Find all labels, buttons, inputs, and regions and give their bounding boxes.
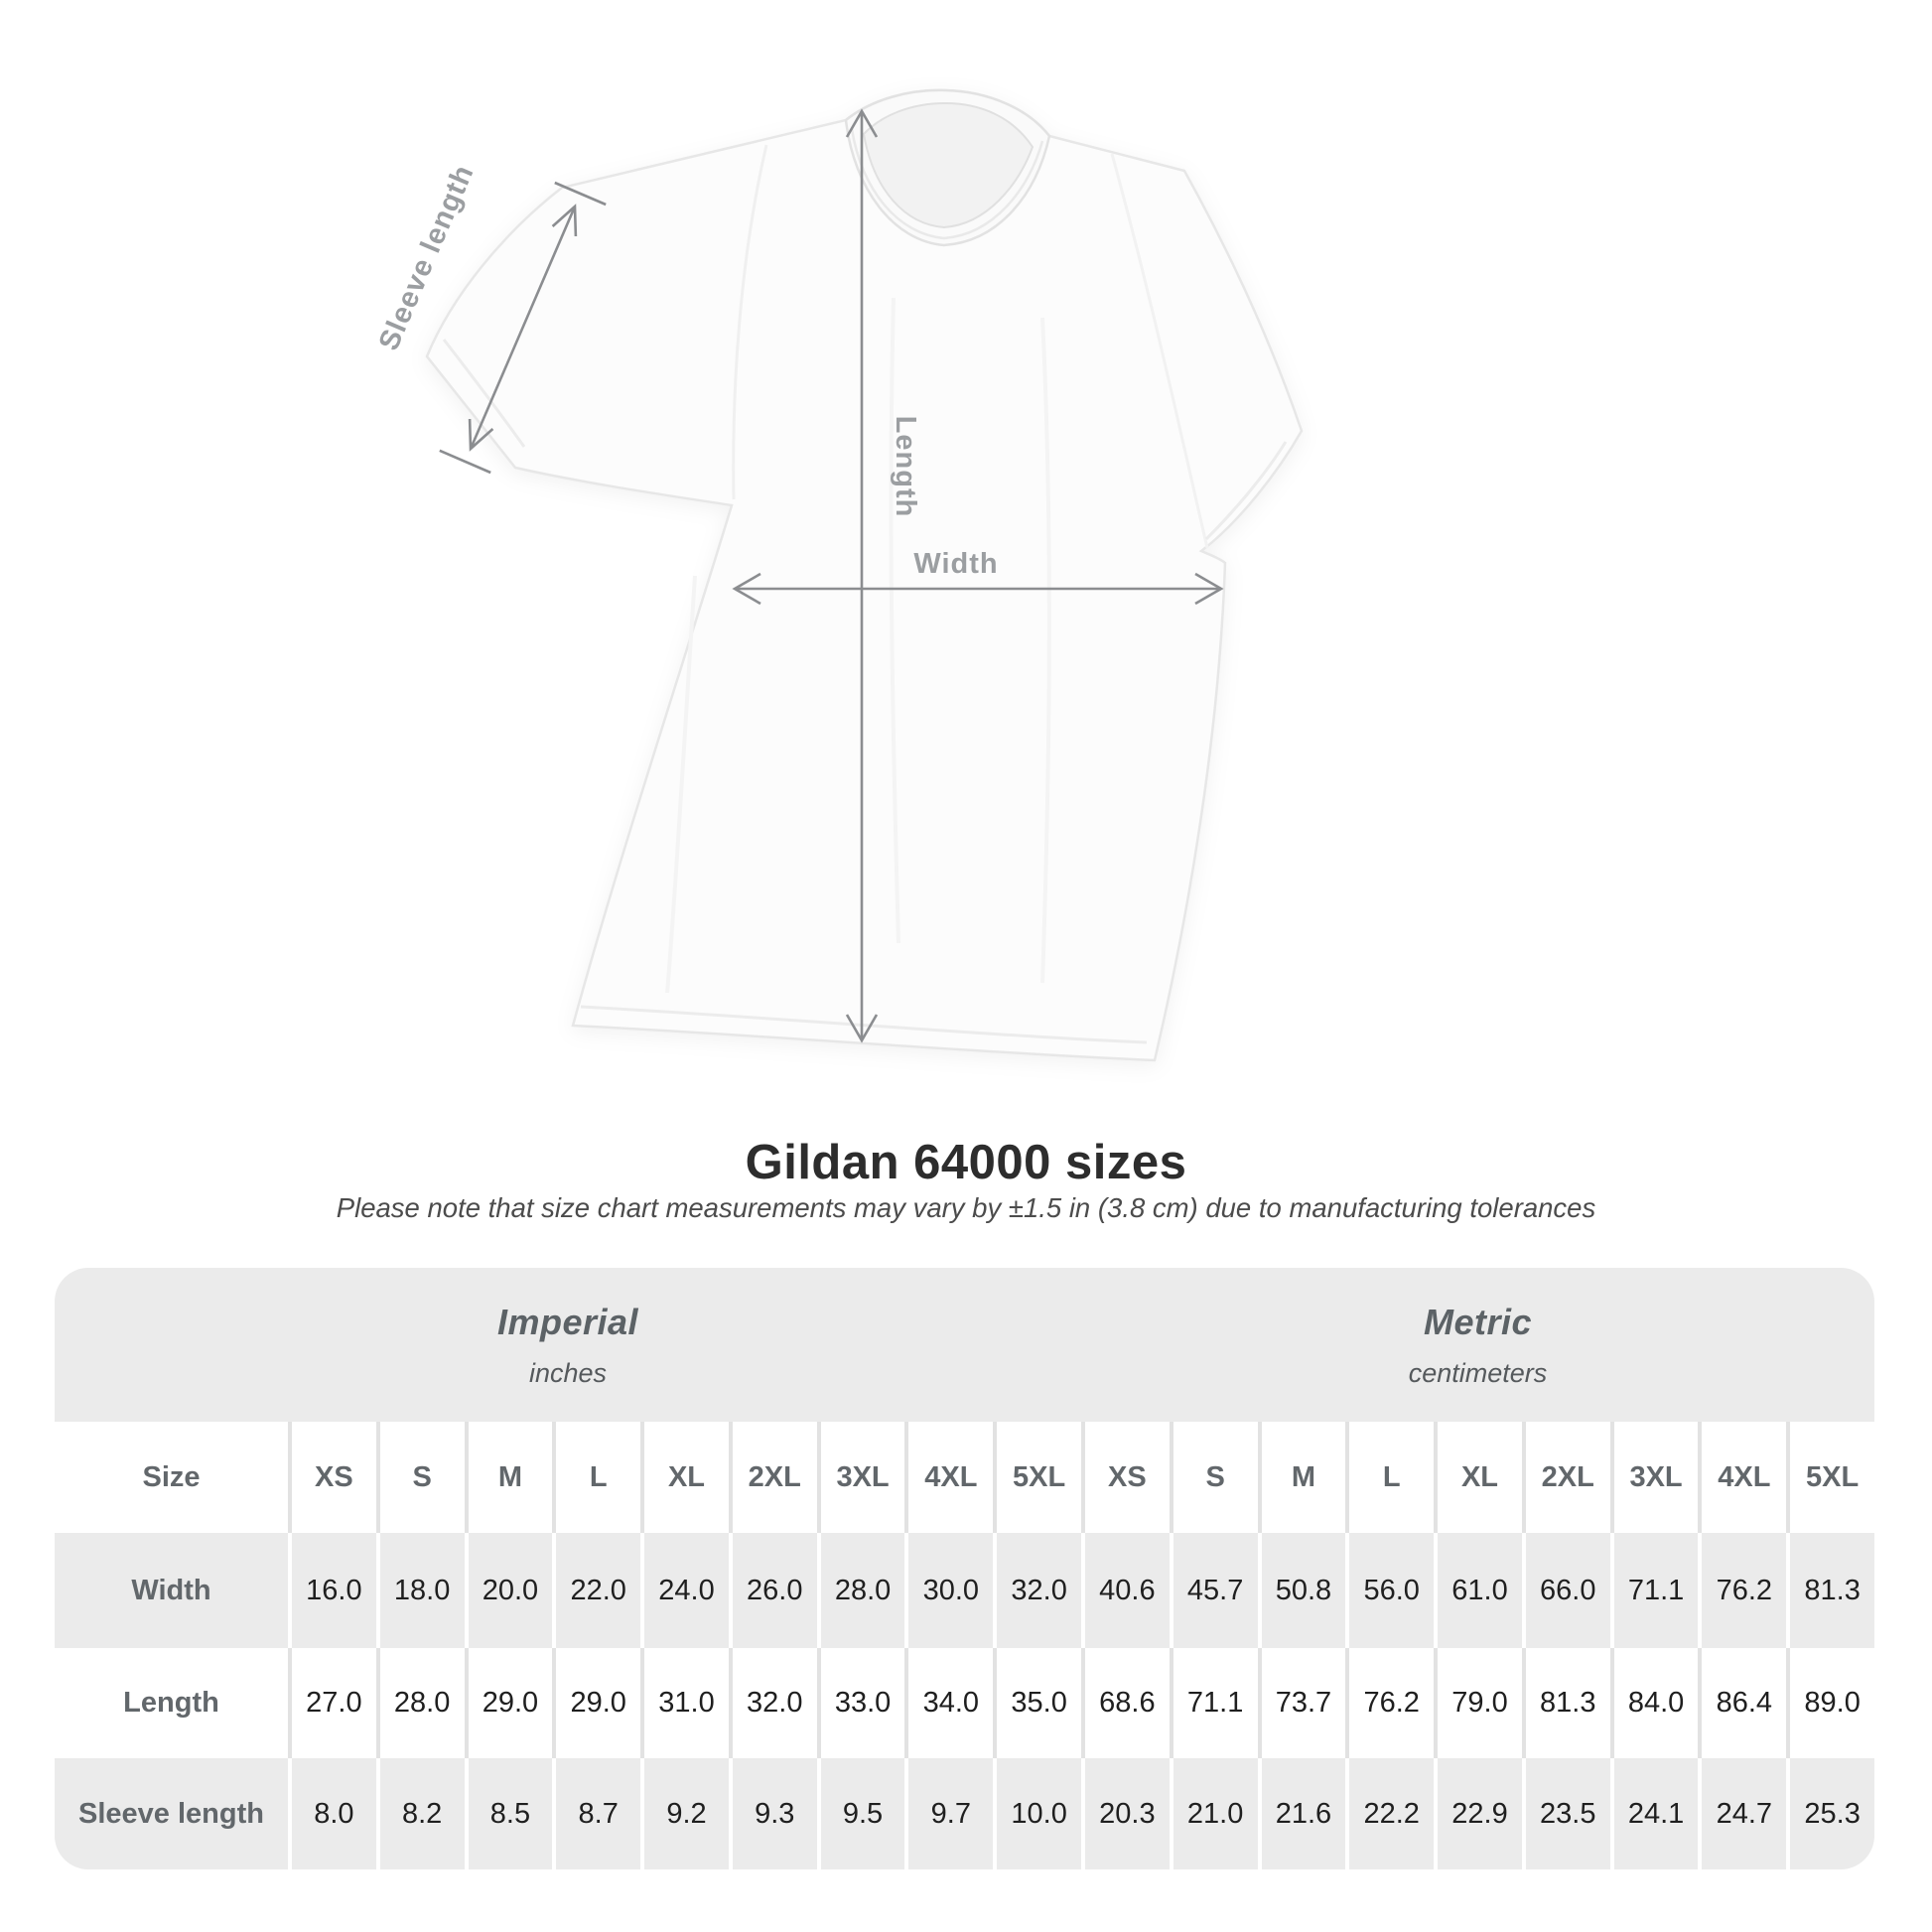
page-title: Gildan 64000 sizes [745, 1136, 1187, 1189]
value-cell: 50.8 [1258, 1533, 1346, 1648]
value-cell: 26.0 [729, 1533, 817, 1648]
value-cell: 8.2 [376, 1758, 465, 1869]
size-col-header: M [1258, 1422, 1346, 1533]
value-cell: 76.2 [1345, 1648, 1434, 1758]
value-cell: 9.2 [640, 1758, 729, 1869]
size-col-header: L [1345, 1422, 1434, 1533]
size-table [55, 1268, 1874, 1869]
sleeve-length-label: Sleeve length [372, 160, 481, 355]
value-cell: 9.7 [904, 1758, 993, 1869]
value-cell: 45.7 [1170, 1533, 1258, 1648]
value-cell: 81.3 [1786, 1533, 1874, 1648]
size-col-header: S [1170, 1422, 1258, 1533]
size-col-header: XS [1081, 1422, 1170, 1533]
value-cell: 8.0 [288, 1758, 376, 1869]
value-cell: 27.0 [288, 1648, 376, 1758]
value-cell: 32.0 [729, 1648, 817, 1758]
value-cell: 8.7 [552, 1758, 640, 1869]
value-cell: 8.5 [465, 1758, 553, 1869]
imperial-units: inches [528, 1357, 608, 1388]
imperial-label: Imperial [496, 1301, 639, 1342]
value-cell: 32.0 [993, 1533, 1081, 1648]
value-cell: 25.3 [1786, 1758, 1874, 1869]
value-cell: 73.7 [1258, 1648, 1346, 1758]
imperial-group-header [55, 1268, 1081, 1422]
value-cell: 33.0 [817, 1648, 905, 1758]
size-col-header: 5XL [993, 1422, 1081, 1533]
width-label: Width [913, 548, 999, 580]
value-cell: 28.0 [376, 1648, 465, 1758]
size-col-header: 2XL [1522, 1422, 1610, 1533]
size-col-header: XL [640, 1422, 729, 1533]
value-cell: 10.0 [993, 1758, 1081, 1869]
value-cell: 9.3 [729, 1758, 817, 1869]
value-cell: 56.0 [1345, 1533, 1434, 1648]
value-cell: 9.5 [817, 1758, 905, 1869]
value-cell: 21.6 [1258, 1758, 1346, 1869]
size-col-header: XL [1434, 1422, 1522, 1533]
value-cell: 21.0 [1170, 1758, 1258, 1869]
value-cell: 68.6 [1081, 1648, 1170, 1758]
size-col-header: M [465, 1422, 553, 1533]
value-cell: 84.0 [1610, 1648, 1699, 1758]
row-header-size: Size [55, 1422, 288, 1533]
value-cell: 29.0 [465, 1648, 553, 1758]
value-cell: 31.0 [640, 1648, 729, 1758]
size-col-header: 2XL [729, 1422, 817, 1533]
row-label: Length [55, 1648, 288, 1758]
value-cell: 71.1 [1170, 1648, 1258, 1758]
value-cell: 29.0 [552, 1648, 640, 1758]
size-col-header: 5XL [1786, 1422, 1874, 1533]
value-cell: 66.0 [1522, 1533, 1610, 1648]
value-cell: 76.2 [1698, 1533, 1786, 1648]
value-cell: 89.0 [1786, 1648, 1874, 1758]
tshirt-image [427, 90, 1302, 1060]
size-col-header: 3XL [1610, 1422, 1699, 1533]
value-cell: 30.0 [904, 1533, 993, 1648]
metric-group-header [1081, 1268, 1874, 1422]
value-cell: 23.5 [1522, 1758, 1610, 1869]
value-cell: 40.6 [1081, 1533, 1170, 1648]
size-col-header: S [376, 1422, 465, 1533]
value-cell: 24.7 [1698, 1758, 1786, 1869]
value-cell: 86.4 [1698, 1648, 1786, 1758]
size-col-header: 4XL [904, 1422, 993, 1533]
tolerance-note: Please note that size chart measurements may vary by ±1.5 in (3.8 cm) due to manufacturing tolerances [336, 1192, 1596, 1223]
value-cell: 22.9 [1434, 1758, 1522, 1869]
size-col-header: XS [288, 1422, 376, 1533]
row-label: Width [55, 1533, 288, 1648]
value-cell: 34.0 [904, 1648, 993, 1758]
value-cell: 18.0 [376, 1533, 465, 1648]
value-cell: 24.1 [1610, 1758, 1699, 1869]
metric-label: Metric [1423, 1301, 1533, 1342]
value-cell: 24.0 [640, 1533, 729, 1648]
value-cell: 35.0 [993, 1648, 1081, 1758]
size-col-header: L [552, 1422, 640, 1533]
value-cell: 81.3 [1522, 1648, 1610, 1758]
value-cell: 22.2 [1345, 1758, 1434, 1869]
length-label: Length [890, 415, 921, 518]
value-cell: 61.0 [1434, 1533, 1522, 1648]
size-col-header: 3XL [817, 1422, 905, 1533]
value-cell: 71.1 [1610, 1533, 1699, 1648]
value-cell: 20.0 [465, 1533, 553, 1648]
metric-units: centimeters [1408, 1357, 1548, 1388]
value-cell: 79.0 [1434, 1648, 1522, 1758]
size-col-header: 4XL [1698, 1422, 1786, 1533]
value-cell: 16.0 [288, 1533, 376, 1648]
row-label: Sleeve length [55, 1758, 288, 1869]
value-cell: 20.3 [1081, 1758, 1170, 1869]
value-cell: 22.0 [552, 1533, 640, 1648]
value-cell: 28.0 [817, 1533, 905, 1648]
